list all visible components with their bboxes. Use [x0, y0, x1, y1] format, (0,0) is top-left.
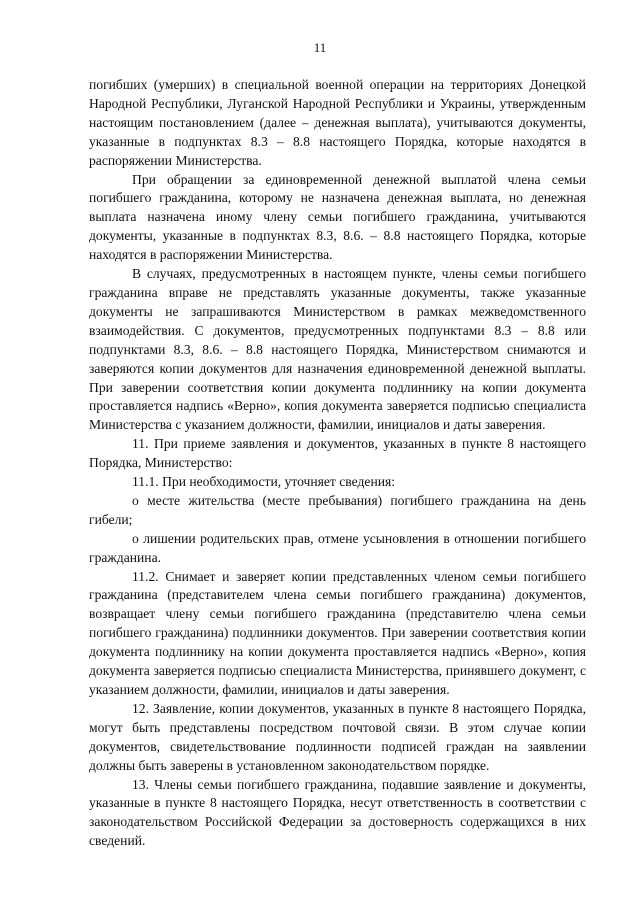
paragraph: 11. При приеме заявления и документов, указанных в пункте 8 настоящего Порядка, Министерство:: [89, 436, 586, 471]
paragraph: В случаях, предусмотренных в настоящем пункте, члены семьи погибшего гражданина вправе не представлять указанные документы, также указанные документы не запрашиваются Министерством в рамках межведомственного взаимодействия. С документов, предусмотренных подпунктами 8.3 – 8.8 или подпунктами 8.3, 8.6. – 8.8 настоящего Порядка, Министерством снимаются и заверяются копии документов для назначения единовременной денежной выплаты. При заверении соответствия копии документа подлиннику на копии документа проставляется надпись «Верно», копия документа заверяется подписью специалиста Министерства с указанием должности, фамилии, инициалов и даты заверения.: [89, 266, 586, 433]
page-number: 11: [313, 40, 327, 55]
paragraph: 12. Заявление, копии документов, указанных в пункте 8 настоящего Порядка, могут быть представлены посредством почтовой связи. В этом случае копии документов, свидетельствование подлинности подписей граждан на заявлении должны быть заверены в установленном законодательством порядке.: [89, 700, 586, 773]
paragraph: о лишении родительских прав, отмене усыновления в отношении погибшего гражданина.: [89, 530, 586, 565]
paragraph: погибших (умерших) в специальной военной операции на территориях Донецкой Народной Республики, Луганской Народной Республики и Украины, утвержденным настоящим постановлением (далее – денежная выплата), учитываются документы, указанные в подпунктах 8.3 – 8.8 настоящего Порядка, которые находятся в распоряжении Министерства.: [89, 77, 586, 168]
paragraph: о месте жительства (месте пребывания) погибшего гражданина на день гибели;: [89, 492, 586, 527]
document-body: [89, 76, 586, 851]
paragraph: 13. Члены семьи погибшего гражданина, подавшие заявление и документы, указанные в пункте 8 настоящего Порядка, несут ответственность в соответствии с законодательством Российской Федерации за достоверность содержащихся в них сведений.: [89, 776, 586, 849]
paragraph: 11.2. Снимает и заверяет копии представленных членом семьи погибшего гражданина (представителем члена семьи погибшего гражданина) документов, возвращает члену семьи погибшего гражданина (представителю члена семьи погибшего гражданина) подлинники документов. При заверении соответствия копии документа подлиннику на копии документа проставляется надпись «Верно», копия документа заверяется подписью специалиста Министерства, принявшего документ, с указанием должности, фамилии, инициалов и даты заверения.: [89, 568, 586, 697]
paragraph: 11.1. При необходимости, уточняет сведения:: [132, 474, 396, 490]
paragraph: При обращении за единовременной денежной выплатой члена семьи погибшего гражданина, которому не назначена денежная выплата, но денежная выплата назначена иному члену семьи погибшего гражданина, учитываются документы, указанные в подпунктах 8.3, 8.6. – 8.8 настоящего Порядка, которые находятся в распоряжении Министерства.: [89, 171, 586, 263]
